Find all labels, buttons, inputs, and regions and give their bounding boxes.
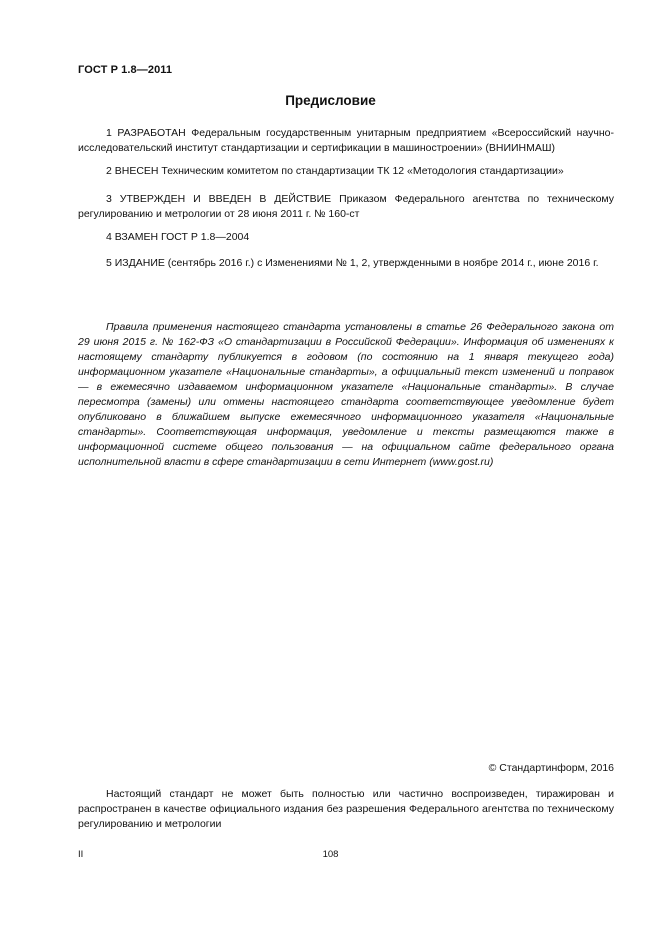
preface-item-5: 5 ИЗДАНИЕ (сентябрь 2016 г.) с Изменениями № 1, 2, утвержденными в ноябре 2014 г., июне 2016 г. [106,257,599,269]
application-rules-notice: Правила применения настоящего стандарта установлены в статье 26 Федерального закона от 29 июня 2015 г. № 162-ФЗ «О стандартизации в Российской Федерации». Информация об изменениях к настоящему стандарту публикуется в годовом (по состоянию на 1 января текущего года) информационном указателе «Национальные стандарты», а официальный текст изменений и поправок — в ежемесячно издаваемом информационном указателе «Национальные стандарты». В случае пересмотра (замены) или отмены настоящего стандарта соответствующее уведомление будет опубликовано в ближайшем выпуске ежемесячного информационного указателя «Национальные стандарты». Соответствующая информация, уведомление и тексты размещаются также в информационной системе общего пользования — на официальном сайте федерального органа исполнительной власти в сфере стандартизации в сети Интернет (www.gost.ru) [78,321,614,468]
preface-item-4: 4 ВЗАМЕН ГОСТ Р 1.8—2004 [106,231,250,243]
roman-page-number: II [78,849,84,860]
preface-item-2: 2 ВНЕСЕН Техническим комитетом по стандартизации ТК 12 «Методология стандартизации» [106,165,564,177]
preface-item-1: 1 РАЗРАБОТАН Федеральным государственным унитарным предприятием «Всероссийский научно-исследовательский институт стандартизации и сертификации в машиностроении» (ВНИИНМАШ) [78,127,614,154]
document-code-header: ГОСТ Р 1.8—2011 [78,64,173,76]
preface-item-3: 3 УТВЕРЖДЕН И ВВЕДЕН В ДЕЙСТВИЕ Приказом Федерального агентства по техническому регулированию и метрологии от 28 июня 2011 г. № 160-ст [78,193,614,220]
page-title: Предисловие [285,93,376,108]
page-number: 108 [322,849,339,860]
reproduction-notice: Настоящий стандарт не может быть полностью или частично воспроизведен, тиражирован и распространен в качестве официального издания без разрешения Федерального агентства по техническому регулированию и метрологии [78,788,614,830]
copyright-notice: © Стандартинформ, 2016 [488,762,614,774]
